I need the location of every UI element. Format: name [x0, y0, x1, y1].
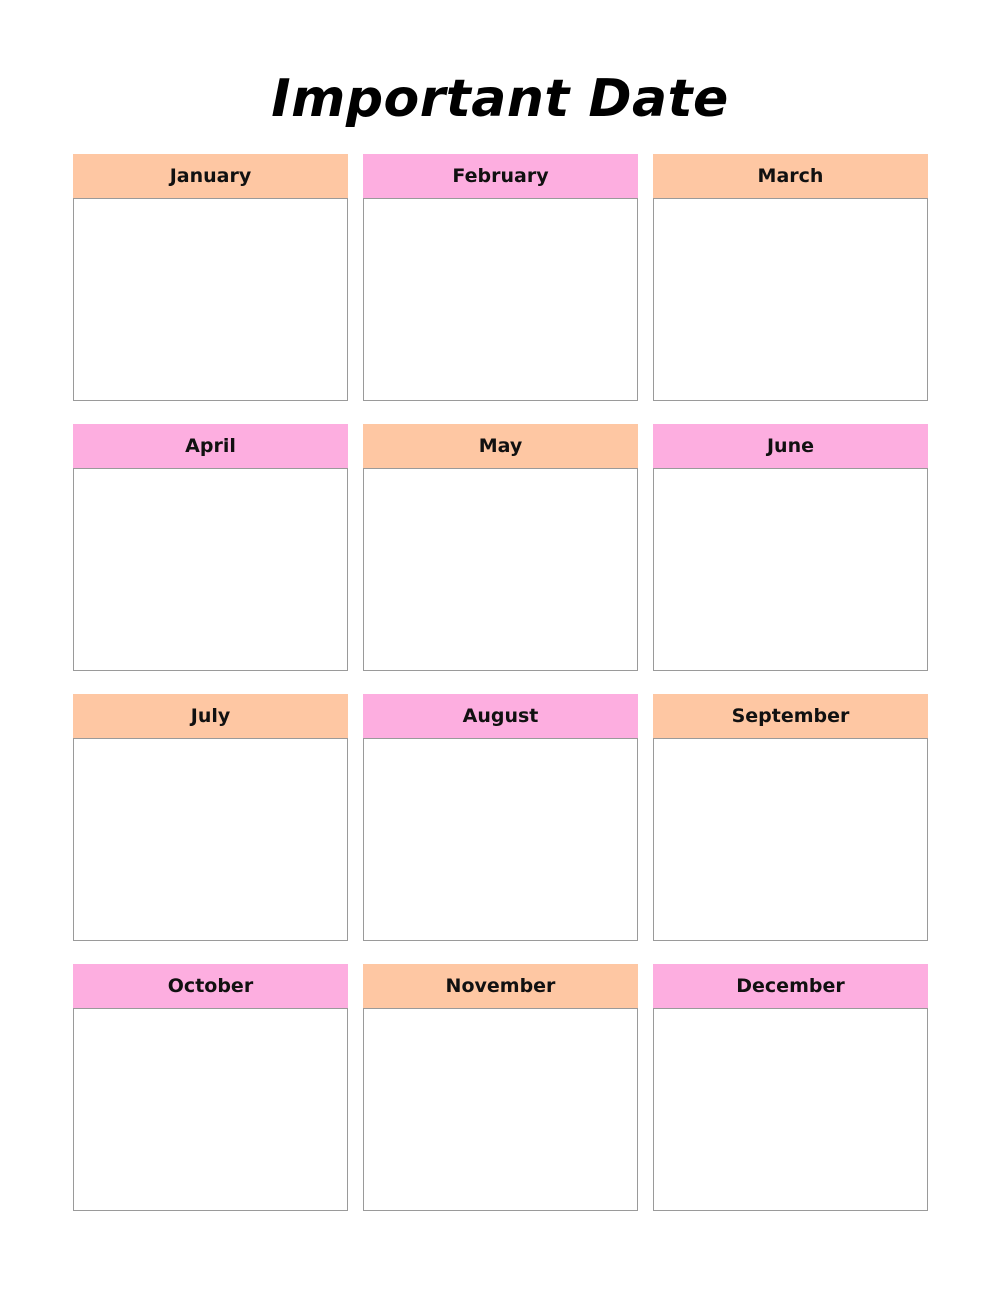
month-card-march — [653, 154, 928, 401]
month-header: September — [653, 694, 928, 739]
month-grid — [73, 154, 928, 1211]
month-notes-box[interactable] — [363, 739, 638, 941]
month-card-august — [363, 694, 638, 941]
page-title: Important Date — [271, 69, 729, 129]
month-notes-box[interactable] — [653, 199, 928, 401]
month-notes-box[interactable] — [363, 1009, 638, 1211]
month-header: March — [653, 154, 928, 199]
month-card-november — [363, 964, 638, 1211]
month-notes-box[interactable] — [363, 469, 638, 671]
month-header: November — [363, 964, 638, 1009]
month-header: August — [363, 694, 638, 739]
month-card-may — [363, 424, 638, 671]
month-header: April — [73, 424, 348, 469]
month-notes-box[interactable] — [73, 199, 348, 401]
month-card-september — [653, 694, 928, 941]
month-notes-box[interactable] — [653, 739, 928, 941]
month-header: January — [73, 154, 348, 199]
month-card-december — [653, 964, 928, 1211]
month-card-october — [73, 964, 348, 1211]
month-card-june — [653, 424, 928, 671]
month-card-july — [73, 694, 348, 941]
month-notes-box[interactable] — [73, 469, 348, 671]
month-notes-box[interactable] — [363, 199, 638, 401]
month-notes-box[interactable] — [653, 1009, 928, 1211]
month-card-january — [73, 154, 348, 401]
month-header: June — [653, 424, 928, 469]
month-notes-box[interactable] — [73, 739, 348, 941]
month-notes-box[interactable] — [73, 1009, 348, 1211]
month-header: July — [73, 694, 348, 739]
month-card-april — [73, 424, 348, 671]
month-notes-box[interactable] — [653, 469, 928, 671]
month-header: February — [363, 154, 638, 199]
month-header: May — [363, 424, 638, 469]
month-header: December — [653, 964, 928, 1009]
month-card-february — [363, 154, 638, 401]
month-header: October — [73, 964, 348, 1009]
